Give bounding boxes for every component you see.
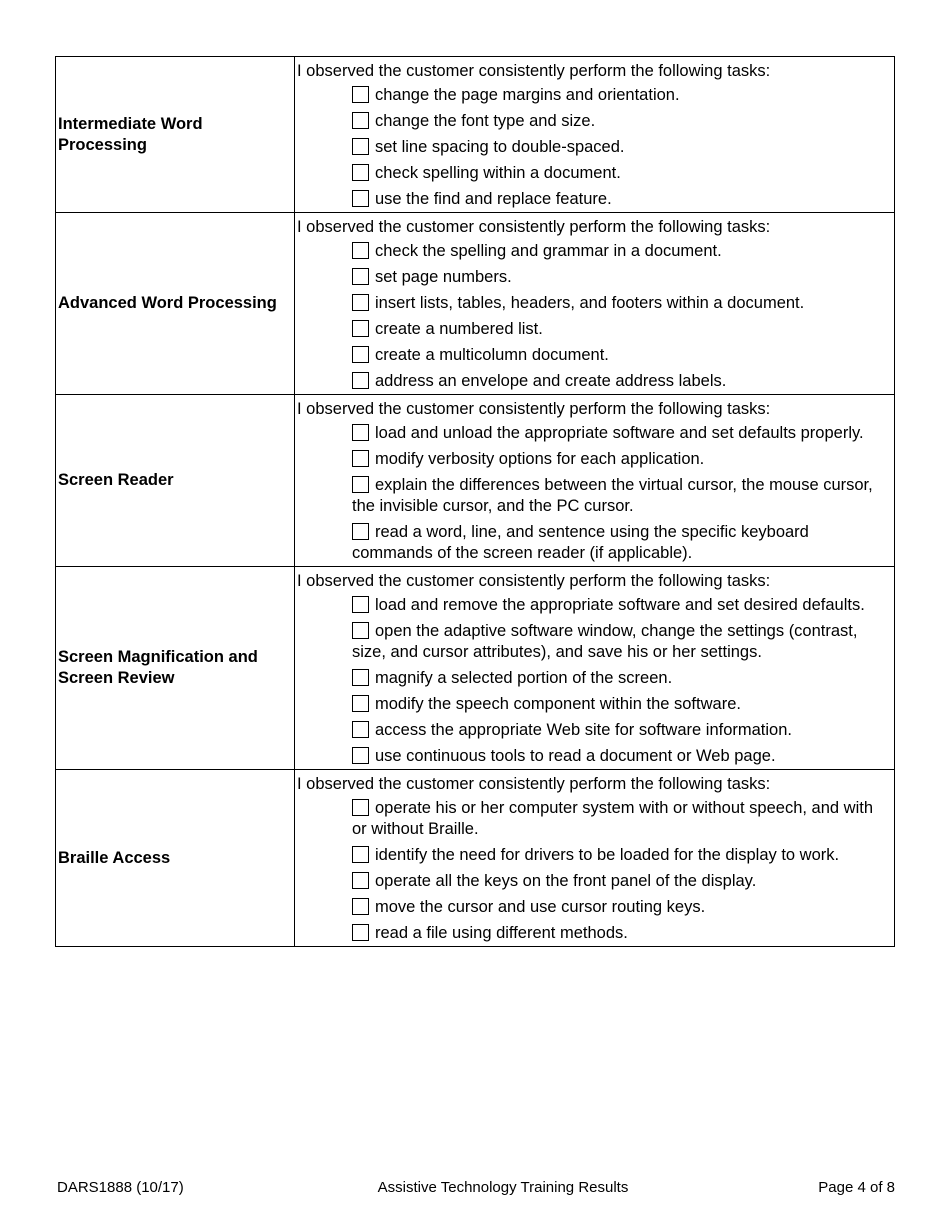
task-label: set line spacing to double-spaced. (375, 138, 625, 156)
footer-page-number: Page 4 of 8 (818, 1179, 895, 1196)
skills-table (55, 56, 895, 947)
checkbox[interactable] (352, 523, 369, 540)
section-title: Screen Reader (56, 395, 295, 567)
section-title: Intermediate Word Processing (56, 57, 295, 213)
task-item (297, 163, 886, 184)
task-label: move the cursor and use cursor routing keys. (375, 898, 706, 916)
task-label: identify the need for drivers to be loaded for the display to work. (375, 846, 840, 864)
checkbox[interactable] (352, 294, 369, 311)
section-title: Braille Access (56, 770, 295, 947)
task-item (297, 845, 886, 866)
task-cell (295, 213, 895, 395)
task-label: use continuous tools to read a document or Web page. (375, 747, 776, 765)
task-item (297, 897, 886, 918)
task-item (297, 111, 886, 132)
task-item (297, 345, 886, 366)
section-row (56, 770, 895, 947)
footer-form-id: DARS1888 (10/17) (57, 1179, 184, 1196)
task-item (297, 595, 886, 616)
checkbox[interactable] (352, 424, 369, 441)
task-cell (295, 770, 895, 947)
checkbox[interactable] (352, 268, 369, 285)
section-intro: I observed the customer consistently perform the following tasks: (297, 400, 771, 418)
task-label: operate his or her computer system with or without speech, and with or without Braille. (352, 799, 873, 838)
section-row (56, 567, 895, 770)
checkbox[interactable] (352, 190, 369, 207)
task-item (297, 267, 886, 288)
checkbox[interactable] (352, 695, 369, 712)
task-item (297, 449, 886, 470)
checkbox[interactable] (352, 924, 369, 941)
checkbox[interactable] (352, 242, 369, 259)
task-cell (295, 57, 895, 213)
section-row (56, 213, 895, 395)
task-item (297, 319, 886, 340)
checkbox[interactable] (352, 164, 369, 181)
section-title: Screen Magnification and Screen Review (56, 567, 295, 770)
task-item (297, 798, 886, 840)
checkbox[interactable] (352, 476, 369, 493)
task-label: magnify a selected portion of the screen. (375, 669, 673, 687)
checkbox[interactable] (352, 747, 369, 764)
checkbox[interactable] (352, 596, 369, 613)
task-cell (295, 395, 895, 567)
checkbox[interactable] (352, 346, 369, 363)
footer-doc-title: Assistive Technology Training Results (377, 1179, 629, 1196)
section-intro: I observed the customer consistently perform the following tasks: (297, 218, 771, 236)
checkbox[interactable] (352, 721, 369, 738)
checkbox[interactable] (352, 799, 369, 816)
task-item (297, 923, 886, 944)
task-label: modify the speech component within the software. (375, 695, 741, 713)
checkbox[interactable] (352, 450, 369, 467)
task-item (297, 694, 886, 715)
section-row (56, 395, 895, 567)
checkbox[interactable] (352, 112, 369, 129)
checkbox[interactable] (352, 138, 369, 155)
task-label: access the appropriate Web site for software information. (375, 721, 792, 739)
checkbox[interactable] (352, 320, 369, 337)
task-item (297, 423, 886, 444)
task-label: address an envelope and create address labels. (375, 372, 727, 390)
checkbox[interactable] (352, 669, 369, 686)
section-title: Advanced Word Processing (56, 213, 295, 395)
task-label: operate all the keys on the front panel of the display. (375, 872, 757, 890)
checkbox[interactable] (352, 898, 369, 915)
task-label: change the page margins and orientation. (375, 86, 680, 104)
task-label: explain the differences between the virtual cursor, the mouse cursor, the invisible cursor, and the PC cursor. (352, 476, 873, 515)
task-label: check spelling within a document. (375, 164, 621, 182)
task-label: modify verbosity options for each application. (375, 450, 705, 468)
task-label: set page numbers. (375, 268, 512, 286)
checkbox[interactable] (352, 372, 369, 389)
task-label: create a numbered list. (375, 320, 543, 338)
checkbox[interactable] (352, 846, 369, 863)
task-label: change the font type and size. (375, 112, 596, 130)
task-label: load and unload the appropriate software and set defaults properly. (375, 424, 864, 442)
task-item (297, 746, 886, 767)
checkbox[interactable] (352, 872, 369, 889)
task-label: insert lists, tables, headers, and footers within a document. (375, 294, 805, 312)
task-item (297, 293, 886, 314)
checkbox[interactable] (352, 622, 369, 639)
task-item (297, 371, 886, 392)
section-row (56, 57, 895, 213)
task-item (297, 475, 886, 517)
task-item (297, 668, 886, 689)
task-label: load and remove the appropriate software and set desired defaults. (375, 596, 865, 614)
task-item (297, 85, 886, 106)
task-label: read a word, line, and sentence using the specific keyboard commands of the screen reader (if applicable). (352, 523, 809, 562)
section-intro: I observed the customer consistently perform the following tasks: (297, 572, 771, 590)
section-intro: I observed the customer consistently perform the following tasks: (297, 775, 771, 793)
task-item (297, 522, 886, 564)
checkbox[interactable] (352, 86, 369, 103)
task-label: check the spelling and grammar in a document. (375, 242, 722, 260)
task-label: use the find and replace feature. (375, 190, 612, 208)
task-item (297, 241, 886, 262)
task-item (297, 137, 886, 158)
task-item (297, 621, 886, 663)
task-item (297, 871, 886, 892)
task-item (297, 720, 886, 741)
section-intro: I observed the customer consistently perform the following tasks: (297, 62, 771, 80)
task-cell (295, 567, 895, 770)
task-label: open the adaptive software window, change the settings (contrast, size, and cursor attributes), and save his or her settings. (352, 622, 858, 661)
task-label: create a multicolumn document. (375, 346, 609, 364)
task-label: read a file using different methods. (375, 924, 628, 942)
task-item (297, 189, 886, 210)
